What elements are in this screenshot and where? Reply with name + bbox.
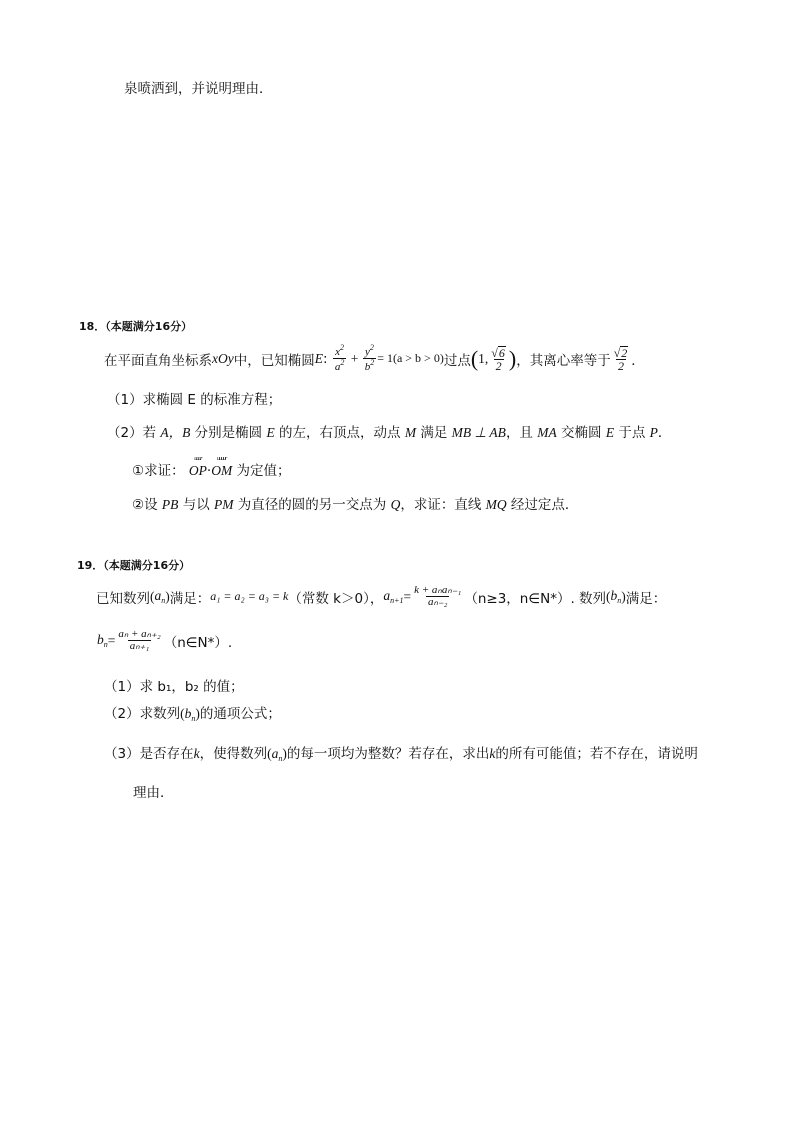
q19-part3: （3）是否存在k，使得数列$(a_n)$的每一项均为整数？若存在，求出k的所有可能值；若不存在，请说明 [104,746,698,763]
bn-fraction: $\frac{\text{aₙ + aₙ₊₂}}{\text{aₙ₊₁}}$ [118,628,161,652]
ellipse-y-fraction: $\frac{y^2}{b^2}$ [364,343,375,373]
recurrence-fraction: $\frac{\text{k + aₙaₙ₋₁}}{\text{aₙ₋₂}}$ [414,584,462,608]
q19-line2: $b_n$ = $\frac{\text{aₙ + aₙ₊₂}}{\text{aₙ₊₁}}$ （n∈N*）. [97,628,233,652]
q19-header: 19．（本题满分16分） [77,559,191,572]
q18-sub1: ①求证： uuur OP· uuuur OM 为定值； [132,456,291,479]
q18-header: 18．（本题满分16分） [79,320,193,333]
continuation-text: 泉喷洒到，并说明理由． [124,81,273,97]
ellipse-x-fraction: $\frac{x^2}{a^2}$ [334,343,345,373]
vector-om: uuuur OM [211,456,233,478]
point-y-fraction: $\frac{√6}{2}$ [491,345,505,373]
q19-part1: （1）求 b₁，b₂ 的值； [104,679,244,695]
eccentricity-fraction: $\frac{√2}{2}$ [613,345,628,373]
q18-part2: （2）若 A，B 分别是椭圆 E 的左，右顶点，动点 M 满足 MB ⊥ AB，且 MA 交椭圆 E 于点 P． [107,425,672,441]
q19-line1: 已知数列 ( $a_n$ ) 满足： a₁ = a₂ = a₃ = k （常数 k＞0）， $a_{n+1}$ = $\frac{\text{k + aₙaₙ₋₁}}{\text{aₙ₋₂}}$ （n≥3，n∈N*）. 数列 ( $b_n$ ) 满足： [96,584,667,608]
q18-sub2: ②设 PB 与以 PM 为直径的圆的另一交点为 Q，求证：直线 MQ 经过定点． [132,497,579,513]
q18-part1: （1）求椭圆 E 的标准方程； [107,392,282,408]
vector-op: uuur OP [188,456,207,478]
q18-stem: 在平面直角坐标系 xOy 中，已知椭圆 E : $\frac{x^2}{a^2}$ + $\frac{y^2}{b^2}$ = 1(a > b > 0) 过点 ( 1, $\frac{√6}{2}$ ) ，其离心率等于 $\frac{√2}{2}$ ． [104,343,645,373]
q19-part3-continuation: 理由． [133,785,174,801]
q19-part2: （2）求数列$(b_n)$的通项公式； [104,706,281,723]
